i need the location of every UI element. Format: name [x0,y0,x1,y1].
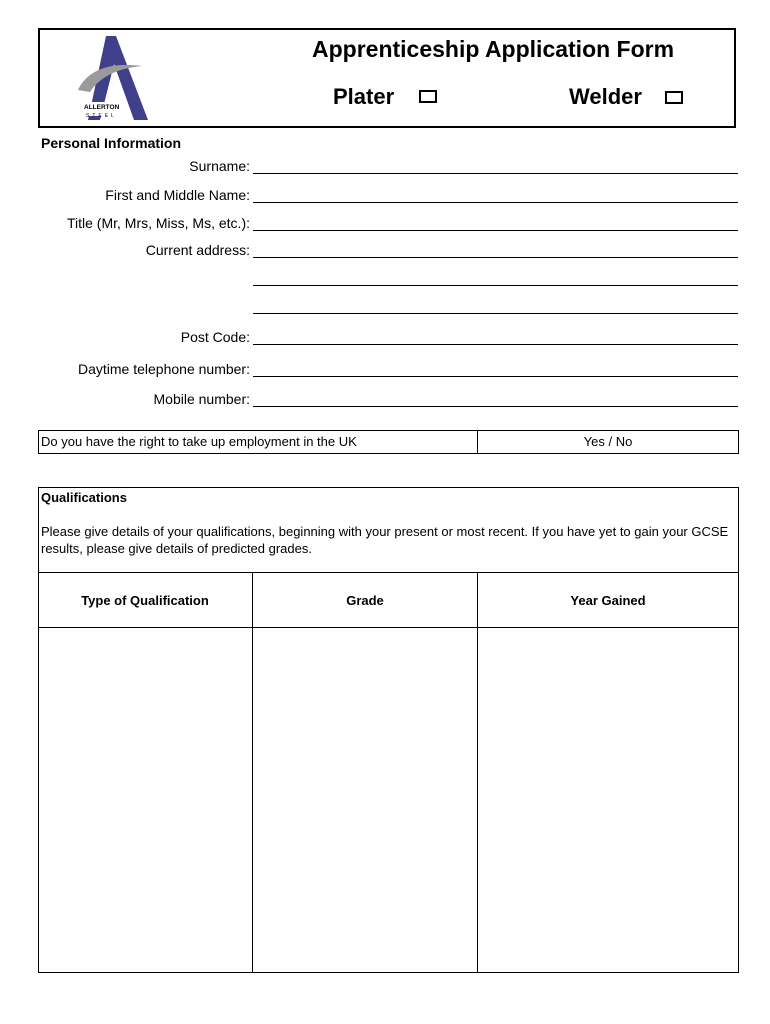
post-code-label: Post Code: [180,329,250,345]
title-field[interactable] [253,230,738,231]
qualifications-description: Please give details of your qualifications, beginning with your present or most recent. If you have yet to gain your GCSE results, please give details of predicted grades. [41,524,729,556]
grade-cell[interactable] [253,628,477,972]
form-title: Apprenticeship Application Form [312,36,675,62]
welder-checkbox[interactable] [665,91,683,104]
first-middle-name-field[interactable] [253,202,738,203]
logo-text-steel: STEEL [86,113,117,119]
column-header-grade: Grade [346,593,384,608]
plater-label: Plater [333,84,395,109]
plater-checkbox[interactable] [419,90,437,103]
type-of-qualification-cell[interactable] [39,628,252,972]
title-label: Title (Mr, Mrs, Miss, Ms, etc.): [66,215,250,231]
personal-info-heading: Personal Information [41,135,182,151]
qualifications-table-top [38,572,739,573]
mobile-number-field[interactable] [253,406,738,407]
column-header-year: Year Gained [570,593,646,608]
right-to-work-answer[interactable]: Yes / No [583,434,633,449]
current-address-label: Current address: [145,242,250,258]
address-field-line-2[interactable] [253,285,738,286]
daytime-phone-label: Daytime telephone number: [78,361,250,377]
daytime-phone-field[interactable] [253,376,738,377]
allerton-steel-logo [76,34,156,124]
year-gained-cell[interactable] [478,628,738,972]
logo-text-allerton: ALLERTON [84,104,120,111]
first-middle-name-label: First and Middle Name: [105,187,250,203]
column-header-type: Type of Qualification [81,593,209,608]
surname-label: Surname: [189,158,250,174]
surname-field[interactable] [253,173,738,174]
qualifications-heading: Qualifications [41,490,127,505]
address-field-line-3[interactable] [253,313,738,314]
address-field-line-1[interactable] [253,257,738,258]
right-to-work-question: Do you have the right to take up employment in the UK [41,434,357,449]
post-code-field[interactable] [253,344,738,345]
welder-label: Welder [569,84,642,109]
mobile-number-label: Mobile number: [153,391,250,407]
